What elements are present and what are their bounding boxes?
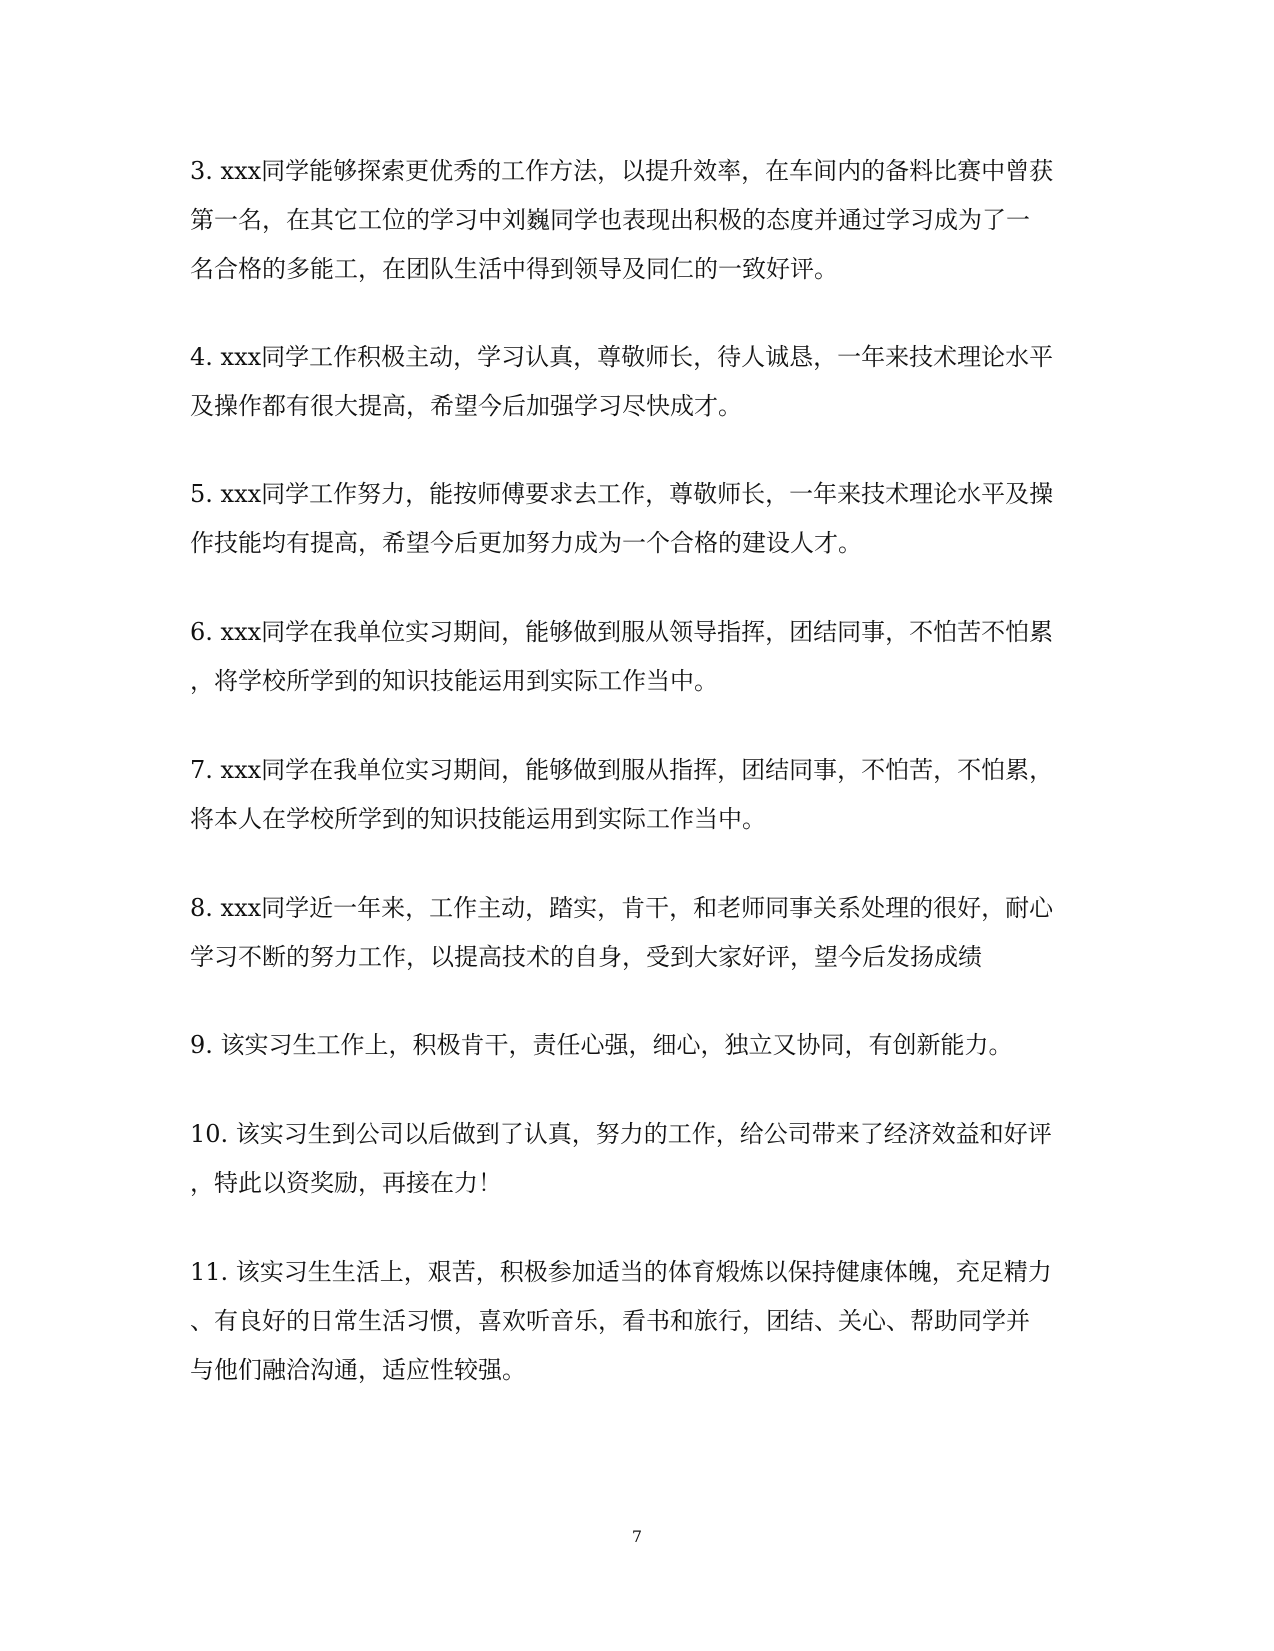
paragraph-item-6 <box>190 608 1080 706</box>
paragraph-item-10 <box>190 1110 1080 1208</box>
text-line: 及操作都有很大提高，希望今后加强学习尽快成才。 <box>190 392 742 420</box>
text-line: 、有良好的日常生活习惯，喜欢听音乐，看书和旅行，团结、关心、帮助同学并 <box>190 1307 1030 1335</box>
text-line: 7. xxx同学在我单位实习期间，能够做到服从指挥，团结同事，不怕苦，不怕累， <box>190 756 1054 784</box>
paragraph-item-4 <box>190 333 1080 431</box>
text-line: 6. xxx同学在我单位实习期间，能够做到服从领导指挥，团结同事，不怕苦不怕累 <box>190 618 1054 646</box>
paragraph-item-5 <box>190 470 1080 568</box>
paragraph-item-3 <box>190 147 1080 294</box>
text-line: 3. xxx同学能够探索更优秀的工作方法，以提升效率，在车间内的备料比赛中曾获 <box>190 157 1054 185</box>
text-line: 8. xxx同学近一年来，工作主动，踏实，肯干，和老师同事关系处理的很好，耐心 <box>190 894 1054 922</box>
paragraph-item-8 <box>190 884 1080 982</box>
paragraph-item-7 <box>190 746 1080 844</box>
text-line: ，特此以资奖励，再接在力！ <box>190 1169 502 1197</box>
text-line: 将本人在学校所学到的知识技能运用到实际工作当中。 <box>190 805 766 833</box>
page-number: 7 <box>631 1527 643 1546</box>
paragraph-item-11 <box>190 1248 1080 1395</box>
text-line: 11. 该实习生生活上，艰苦，积极参加适当的体育煅炼以保持健康体魄，充足精力 <box>190 1258 1052 1286</box>
text-line: 与他们融洽沟通，适应性较强。 <box>190 1356 526 1384</box>
text-line: 名合格的多能工，在团队生活中得到领导及同仁的一致好评。 <box>190 255 838 283</box>
text-line: 4. xxx同学工作积极主动，学习认真，尊敬师长，待人诚恳，一年来技术理论水平 <box>190 343 1054 371</box>
text-line: 5. xxx同学工作努力，能按师傅要求去工作，尊敬师长，一年来技术理论水平及操 <box>190 480 1054 508</box>
text-line: 学习不断的努力工作，以提高技术的自身，受到大家好评，望今后发扬成绩 <box>190 943 982 971</box>
paragraph-item-9 <box>190 1021 1080 1070</box>
text-line: 9. 该实习生工作上，积极肯干，责任心强，细心，独立又协同，有创新能力。 <box>190 1031 1013 1059</box>
text-line: 10. 该实习生到公司以后做到了认真，努力的工作，给公司带来了经济效益和好评 <box>190 1120 1052 1148</box>
text-line: ，将学校所学到的知识技能运用到实际工作当中。 <box>190 667 718 695</box>
text-line: 第一名，在其它工位的学习中刘巍同学也表现出积极的态度并通过学习成为了一 <box>190 206 1030 234</box>
text-line: 作技能均有提高，希望今后更加努力成为一个合格的建设人才。 <box>190 529 862 557</box>
